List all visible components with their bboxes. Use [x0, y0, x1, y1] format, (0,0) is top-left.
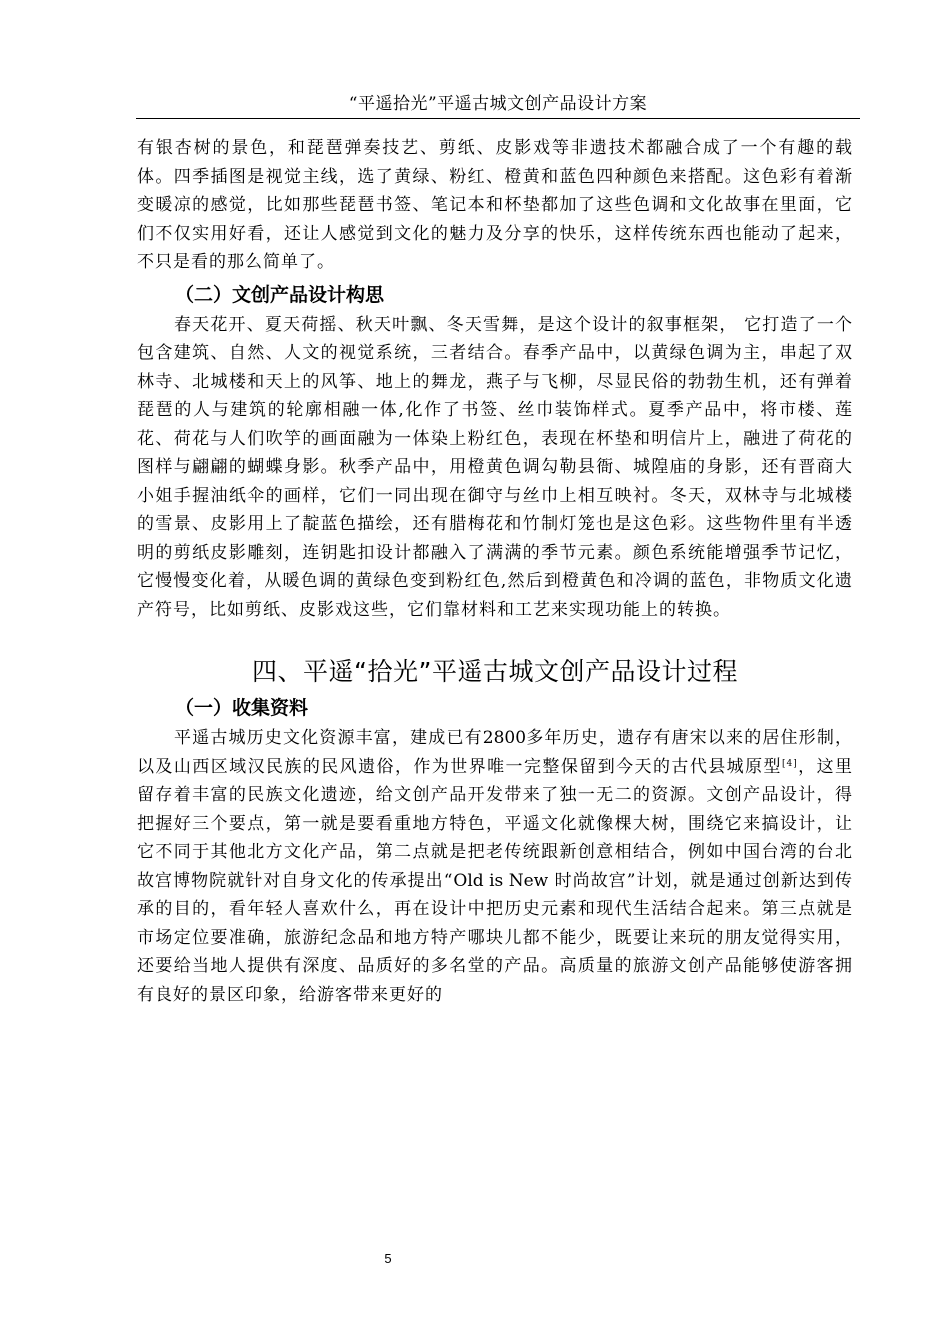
paragraph-collect-materials — [137, 724, 853, 1009]
latin-run: Old is New — [453, 870, 549, 891]
section-heading-design-process: 四、平遥“拾光”平遥古城文创产品设计过程 — [252, 657, 738, 686]
text-run: 平遥古城历史文化资源丰富，建成已有 — [174, 728, 483, 748]
paragraph-design-concept: 春天花开、夏天荷摇、秋天叶飘、冬天雪舞，是这个设计的叙事框架， 它打造了一个包含建筑、自然、人文的视觉系统，三者结合。春季产品中，以黄绿色调为主，串起了双林寺、北城楼和天上的风筝、地上的舞龙，燕子与飞柳，尽显民俗的勃勃生机，还有弹着琵琶的人与建筑的轮廓相融一体,化作了书签、丝巾装饰样式。夏季产品中，将市楼、莲花、荷花与人们吹竽的画面融为一体染上粉红色，表现在杯垫和明信片上，融进了荷花的图样与翩翩的蝴蝶身影。秋季产品中，用橙黄色调勾勒县衙、城隍庙的身影，还有晋商大小姐手握油纸伞的画样，它们一同出现在御守与丝巾上相互映衬。冬天，双林寺与北城楼的雪景、皮影用上了靛蓝色描绘，还有腊梅花和竹制灯笼也是这色彩。这些物件里有半透明的剪纸皮影雕刻，连钥匙扣设计都融入了满满的季节元素。颜色系统能增强季节记忆，它慢慢变化着，从暖色调的黄绿色变到粉红色,然后到橙黄色和冷调的蓝色，非物质文化遗产符号，比如剪纸、皮影戏这些，它们靠材料和工艺来实现功能上的转换。 — [137, 314, 853, 620]
subsection-heading-design-concept: （二）文创产品设计构思 — [175, 283, 385, 306]
page-body — [137, 134, 853, 1009]
header-rule — [136, 118, 860, 119]
text-run: 时尚故宫”计划，就是通过创新达到传承的目的，看年轻人喜欢什么，再在设计中把历史元素和现代生活结合起来。第三点就是市场定位要准确，旅游纪念品和地方特产哪块儿都不能少，既要让来玩的朋友觉得实用，还要给当地人提供有深度、品质好的多名堂的产品。高质量的旅游文创产品能够使游客拥有良好的景区印象，给游客带来更好的 — [137, 870, 853, 1005]
page-number: 5 — [384, 1251, 392, 1266]
text-run: 多年历史，遗存有唐宋以来的居住形制，以及山西区域汉民族的民风遗俗，作为世界唯一完整保留到今天的古代县城原型 — [137, 728, 854, 777]
text-run: ，这里留存着丰富的民族文化遗迹，给文创产品开发带来了独一无二的资源。文创产品设计，得把握好三个要点，第一就是要看重地方特色，平遥文化就像棵大树，围绕它来搞设计，让它不同于其他北方文化产品，第二点就是把老传统跟新创意相结合，例如中国台湾的台北故宫博物院就针对自身文化的传承提出“ — [137, 756, 854, 891]
citation-ref: [4] — [781, 758, 798, 769]
number-run: 2800 — [482, 728, 527, 748]
running-header: “平遥拾光”平遥古城文创产品设计方案 — [348, 94, 648, 114]
paragraph-continued: 有银杏树的景色，和琵琶弹奏技艺、剪纸、皮影戏等非遗技术都融合成了一个有趣的载体。四季插图是视觉主线，选了黄绿、粉红、橙黄和蓝色四种颜色来搭配。这色彩有着渐变暖凉的感觉，比如那些琵琶书签、笔记本和杯垫都加了这些色调和文化故事在里面，它们不仅实用好看，还让人感觉到文化的魅力及分享的快乐，这样传统东西也能动了起来，不只是看的那么简单了。 — [137, 138, 853, 272]
subsection-heading-collect-materials: （一）收集资料 — [175, 697, 309, 719]
